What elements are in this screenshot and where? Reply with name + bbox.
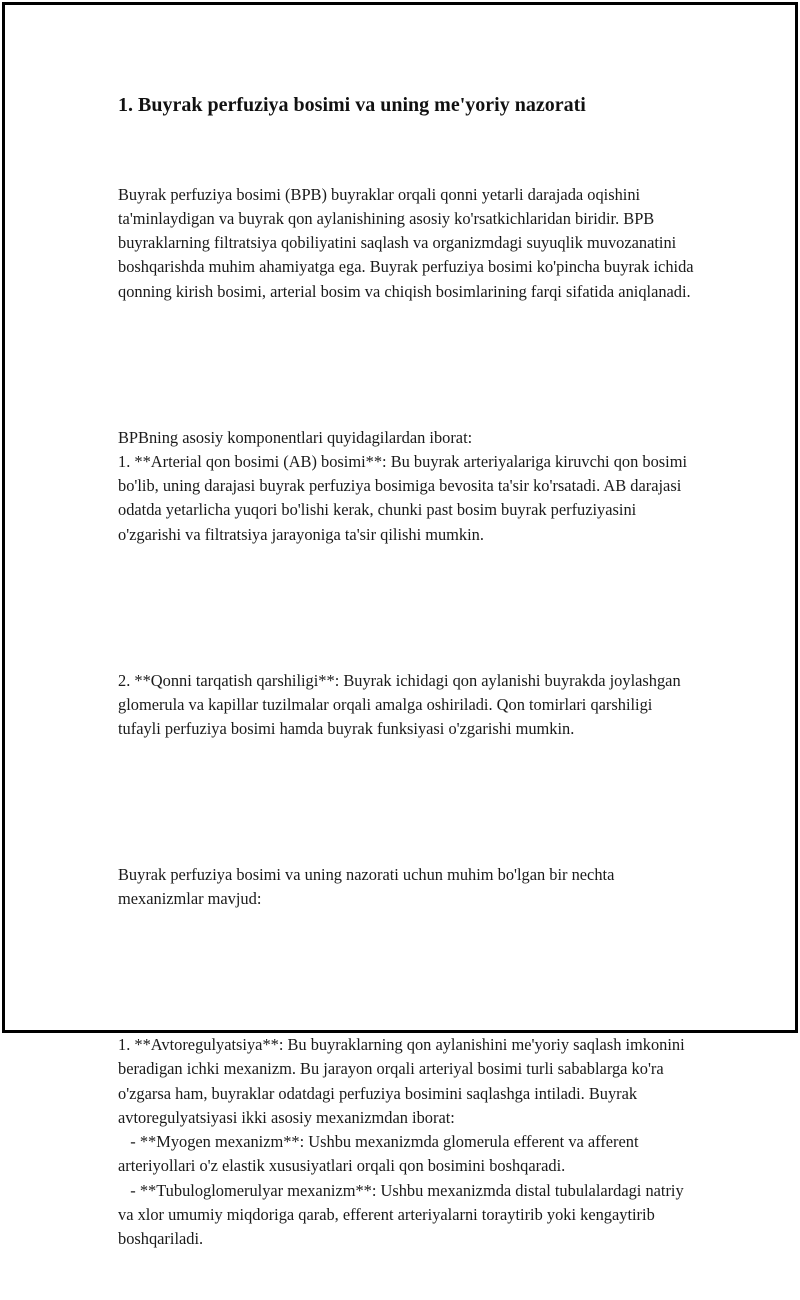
paragraph-gap [118, 596, 698, 620]
document-text [118, 134, 698, 1300]
document-title: 1. Buyrak perfuziya bosimi va uning me'yoriy nazorati [118, 94, 586, 116]
paragraph-gap [118, 353, 698, 377]
paragraph-resistance: 2. **Qonni tarqatish qarshiligi**: Buyrak ichidagi qon aylanishi buyrakda joylashgan glomerula va kapillar tuzilmalar orqali amalga oshiriladi. Qon tomirlari qarshiligi tufayli perfuziya bosimi hamda buyrak funksiyasi o'zgarishi mumkin. [118, 670, 685, 739]
paragraph-mechanisms-intro: Buyrak perfuziya bosimi va uning nazorati uchun muhim bo'lgan bir nechta mexanizmlar mavjud: [118, 864, 619, 909]
document-body [118, 92, 698, 1300]
paragraph-gap [118, 790, 698, 814]
paragraph-autoregulation: 1. **Avtoregulyatsiya**: Bu buyraklarning qon aylanishini me'yoriy saqlash imkonini beradigan ichki mexanizm. Bu jarayon orqali arteriyal bosimi turli sabablarga ko'ra o'zgarsa ham, buyraklar odatdagi perfuziya bosimini saqlashga intiladi. Buyrak avtoregulyatsiyasi ikki asosiy mexanizmdan iborat: - **Myogen mexanizm**: Ushbu mexanizmda glomerula efferent va afferent arteriyollari o'z elastik xususiyatlari orqali qon bosimini boshqaradi. - **Tubuloglomerulyar mexanizm**: Ushbu mexanizmda distal tubulalardagi natriy va xlor umumiy miqdoriga qarab, efferent arteriyalarni toraytirib yoki kengaytirib boshqariladi. [118, 1034, 685, 1249]
paragraph-gap [118, 960, 698, 984]
paragraph-intro: Buyrak perfuziya bosimi (BPB) buyraklar orqali qonni yetarli darajada oqishini ta'minlaydigan va buyrak qon aylanishining asosiy ko'rsatkichlaridan biridir. BPB buyraklarning filtratsiya qobiliyatini saqlash va organizmdagi suyuqlik muvozanatini boshqarishda muhim ahamiyatga ega. Buyrak perfuziya bosimi ko'pincha buyrak ichida qonning kirish bosimi, arterial bosim va chiqish bosimlarining farqi sifatida aniqlanadi. [118, 184, 698, 301]
paragraph-components: BPBning asosiy komponentlari quyidagilardan iborat: 1. **Arterial qon bosimi (AB) bosimi**: Bu buyrak arteriyalariga kiruvchi qon bosimi bo'lib, uning darajasi buyrak perfuziya bosimiga bevosita ta'sir ko'rsatadi. AB darajasi odatda yetarlicha yuqori bo'lishi kerak, chunki past bosim buyrak perfuziyasini o'zgarishi va filtratsiya jarayoniga ta'sir qilishi mumkin. [118, 427, 688, 544]
